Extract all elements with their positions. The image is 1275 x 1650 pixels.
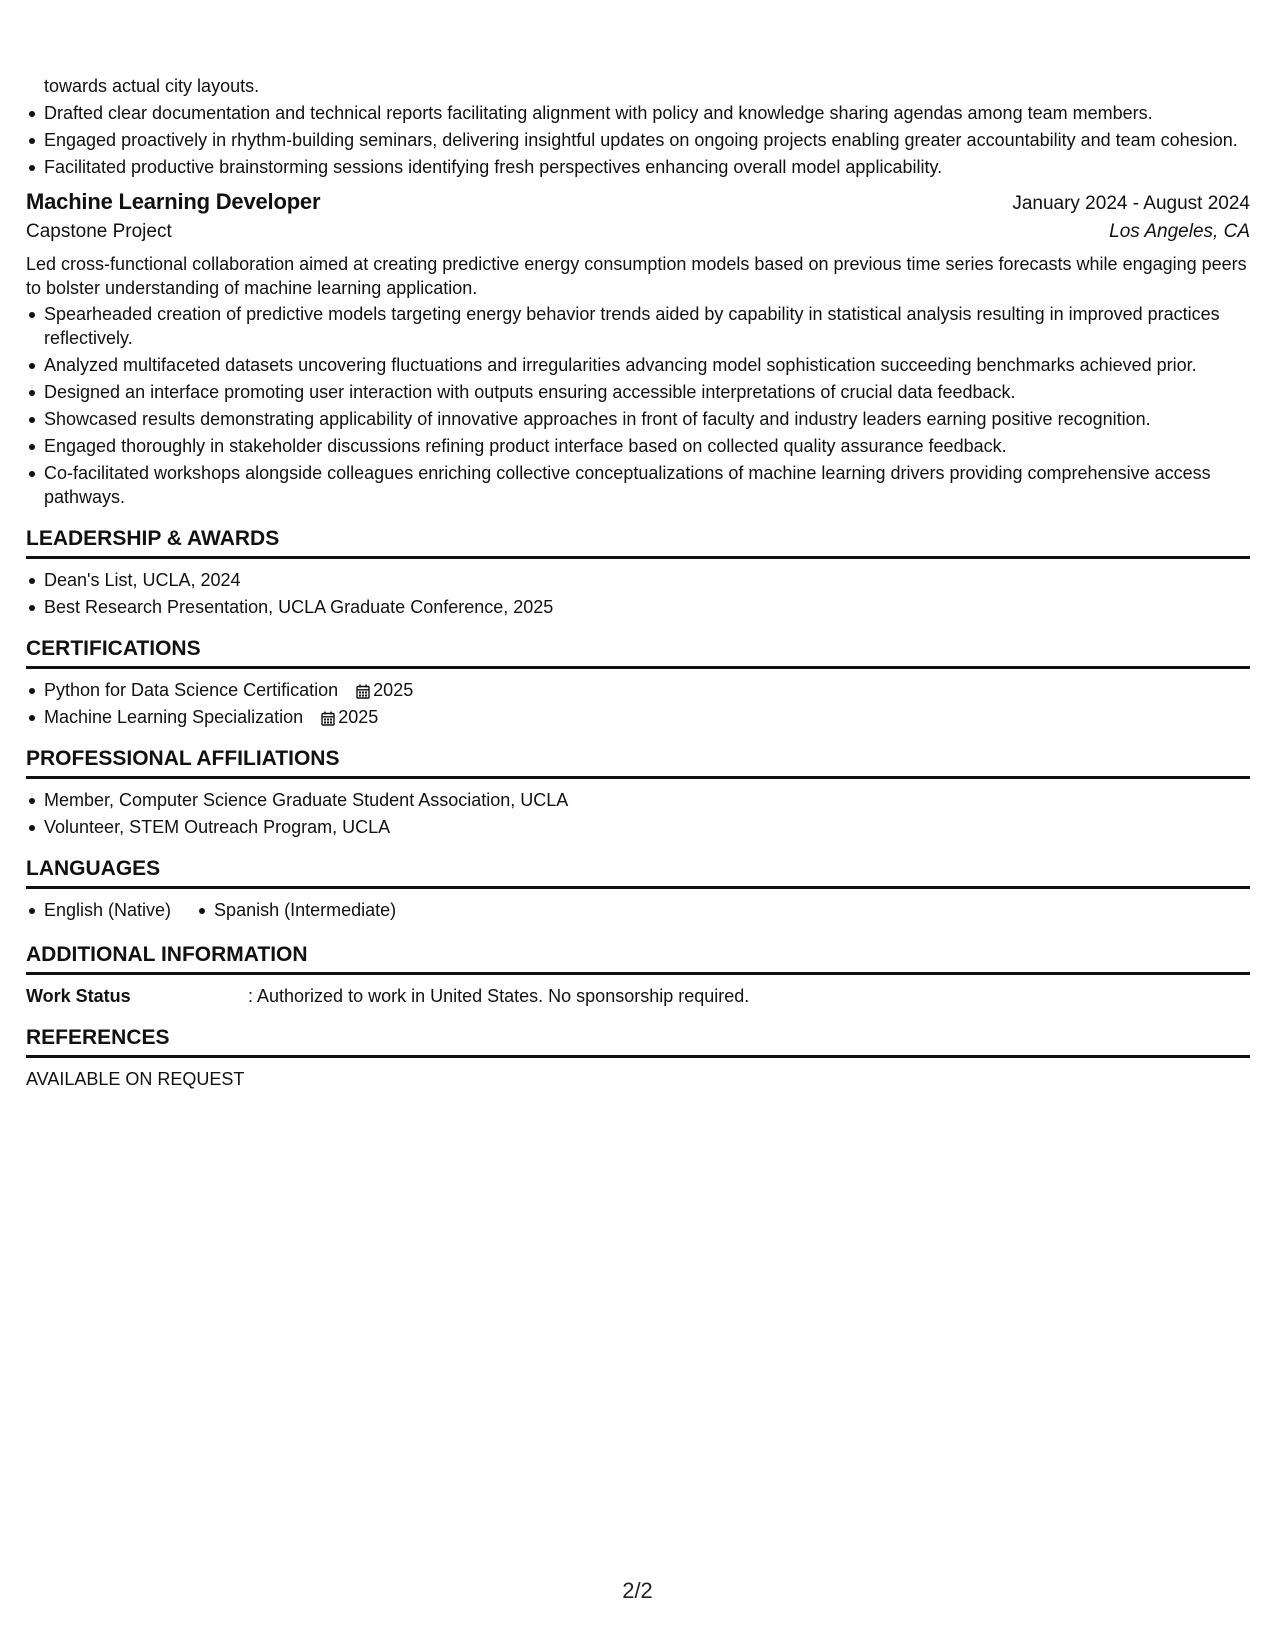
page-number: 2/2 xyxy=(622,1578,653,1603)
list-item: Best Research Presentation, UCLA Graduate Conference, 2025 xyxy=(44,595,1250,619)
calendar-icon xyxy=(356,684,370,699)
work-status-row xyxy=(26,984,1250,1008)
job-summary: Led cross-functional collaboration aimed at creating predictive energy consumption models based on previous time series forecasts while engaging peers to bolster understanding of machine learning application. xyxy=(26,254,1247,298)
list-item: Showcased results demonstrating applicability of innovative approaches in front of faculty and industry leaders earning positive recognition. xyxy=(44,407,1250,431)
certifications-list xyxy=(26,678,1250,729)
list-item: Designed an interface promoting user interaction with outputs ensuring accessible interpretations of crucial data feedback. xyxy=(44,380,1250,404)
calendar-icon xyxy=(321,711,335,726)
list-item: Engaged thoroughly in stakeholder discussions refining product interface based on collected quality assurance feedback. xyxy=(44,434,1250,458)
list-item: Volunteer, STEM Outreach Program, UCLA xyxy=(44,815,1250,839)
certification-year: 2025 xyxy=(338,707,379,727)
resume-page xyxy=(26,74,1250,1091)
list-item: Analyzed multifaceted datasets uncovering fluctuations and irregularities advancing model sophistication succeeding benchmarks achieved prior. xyxy=(44,353,1250,377)
references-text: AVAILABLE ON REQUEST xyxy=(26,1069,245,1089)
job-location: Los Angeles, CA xyxy=(1109,221,1250,242)
certification-year: 2025 xyxy=(373,680,414,700)
list-item: Member, Computer Science Graduate Student Association, UCLA xyxy=(44,788,1250,812)
list-item: Drafted clear documentation and technical reports facilitating alignment with policy and knowledge sharing agendas among team members. xyxy=(44,101,1250,125)
job-title: Machine Learning Developer xyxy=(26,189,321,214)
job-subheader xyxy=(26,221,1250,243)
bullet-continuation: towards actual city layouts. xyxy=(44,76,260,96)
job-bullets xyxy=(26,302,1250,509)
languages-list xyxy=(26,898,1250,925)
list-item: Spearheaded creation of predictive models targeting energy behavior trends aided by capability in statistical analysis resulting in improved practices reflectively. xyxy=(44,302,1250,350)
section-title-references: REFERENCES xyxy=(26,1026,1250,1058)
leadership-list xyxy=(26,568,1250,619)
job-organization: Capstone Project xyxy=(26,221,172,242)
certification-name: Python for Data Science Certification xyxy=(44,680,339,700)
language-item: Spanish (Intermediate) xyxy=(214,900,397,920)
section-title-additional: ADDITIONAL INFORMATION xyxy=(26,943,1250,975)
section-title-leadership: LEADERSHIP & AWARDS xyxy=(26,527,1250,559)
section-title-languages: LANGUAGES xyxy=(26,857,1250,889)
work-status-value: : Authorized to work in United States. No sponsorship required. xyxy=(248,986,750,1006)
list-item: Engaged proactively in rhythm-building seminars, delivering insightful updates on ongoing projects enabling greater accountability and team cohesion. xyxy=(44,128,1250,152)
certification-name: Machine Learning Specialization xyxy=(44,707,304,727)
work-status-label: Work Status xyxy=(26,986,131,1006)
certification-item xyxy=(44,678,1250,702)
job-header xyxy=(26,189,1250,215)
section-title-affiliations: PROFESSIONAL AFFILIATIONS xyxy=(26,747,1250,779)
job-dates: January 2024 - August 2024 xyxy=(1012,193,1250,214)
list-item: Facilitated productive brainstorming sessions identifying fresh perspectives enhancing overall model applicability. xyxy=(44,155,1250,179)
language-item: English (Native) xyxy=(44,900,172,920)
certification-item xyxy=(44,705,1250,729)
list-item: Co-facilitated workshops alongside colleagues enriching collective conceptualizations of machine learning drivers providing comprehensive access pathways. xyxy=(44,461,1250,509)
section-title-certifications: CERTIFICATIONS xyxy=(26,637,1250,669)
list-item: Dean's List, UCLA, 2024 xyxy=(44,568,1250,592)
previous-job-bullets xyxy=(26,101,1250,179)
affiliations-list xyxy=(26,788,1250,839)
